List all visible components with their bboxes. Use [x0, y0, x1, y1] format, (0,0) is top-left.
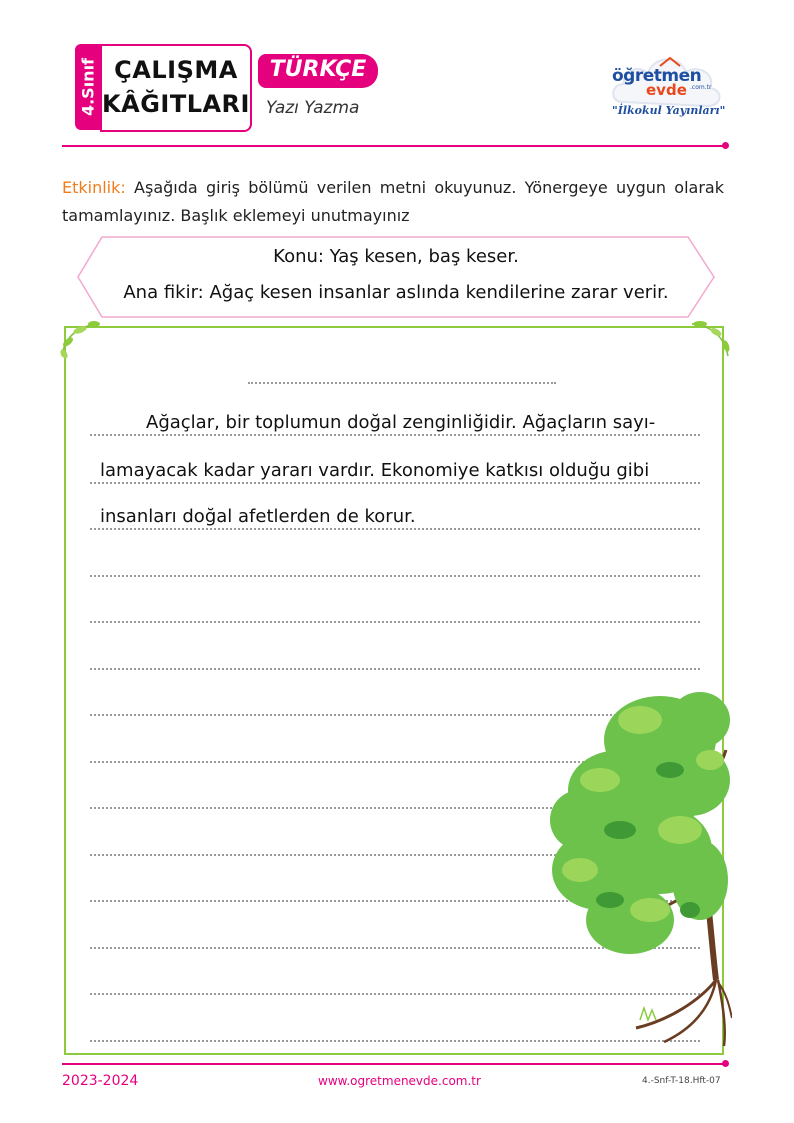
footer-divider-dot — [722, 1060, 729, 1067]
footer-year: 2023-2024 — [62, 1073, 139, 1089]
grade-label: 4.Sınıf — [78, 57, 98, 117]
writing-line — [90, 528, 700, 530]
logo-tagline: "İlkokul Yayınları" — [612, 104, 726, 117]
logo-text-ogretmen: öğretmen — [612, 66, 702, 86]
title-box — [100, 44, 252, 132]
title-writing-line — [248, 382, 556, 384]
logo-text-evde: evde — [646, 81, 687, 99]
footer-code: 4.-Snf-T-18.Hft-07 — [642, 1076, 721, 1086]
topic-label: Yazı Yazma — [266, 98, 360, 118]
writing-text-line-1: Ağaçlar, bir toplumun doğal zenginliğidir. Ağaçların sayı- — [146, 412, 656, 433]
title-line-2: KÂĞITLARI — [102, 90, 250, 118]
footer-url[interactable]: www.ogretmenevde.com.tr — [318, 1074, 481, 1088]
instruction — [62, 174, 724, 230]
header-divider — [62, 145, 724, 147]
konu-text: Konu: Yaş kesen, baş keser. — [273, 246, 519, 267]
writing-line — [90, 482, 700, 484]
ana-fikir-text: Ana fikir: Ağaç kesen insanlar aslında kendilerine zarar verir. — [123, 282, 669, 303]
writing-text-line-2: lamayacak kadar yararı vardır. Ekonomiye katkısı olduğu gibi — [100, 460, 650, 481]
prompt-box — [76, 236, 716, 318]
header-divider-dot — [722, 142, 729, 149]
writing-line — [90, 668, 700, 670]
writing-line — [90, 621, 700, 623]
logo-text-domain: .com.tr — [690, 84, 712, 91]
tree-icon — [540, 680, 732, 1050]
footer-divider — [62, 1063, 724, 1065]
grade-tab — [75, 44, 101, 130]
vine-right-icon — [686, 316, 734, 360]
vine-left-icon — [56, 316, 108, 360]
title-line-1: ÇALIŞMA — [114, 56, 238, 84]
writing-text-line-3: insanları doğal afetlerden de korur. — [100, 506, 416, 527]
writing-line — [90, 434, 700, 436]
instruction-text: Aşağıda giriş bölümü verilen metni okuyunuz. Yönergeye uygun olarak tamamlayınız. Başlık eklemeyi unutmayınız — [62, 178, 724, 225]
subject-label: TÜRKÇE — [269, 57, 367, 82]
writing-line — [90, 575, 700, 577]
instruction-label: Etkinlik: — [62, 178, 126, 197]
subject-pill — [258, 54, 378, 88]
